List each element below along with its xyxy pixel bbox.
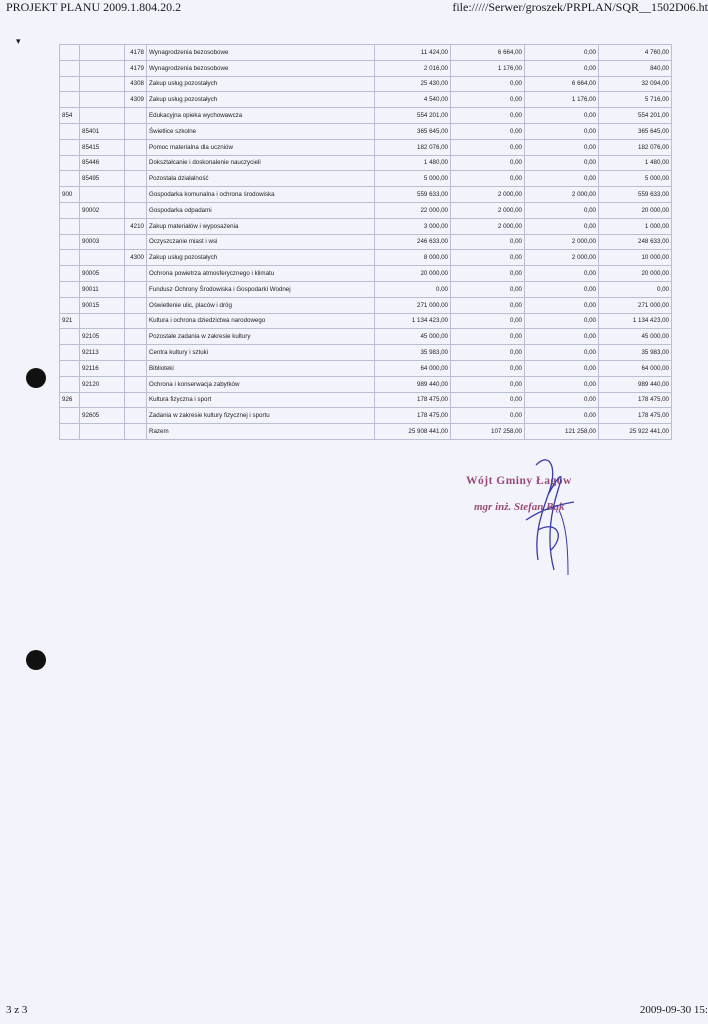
cell-zwiekszenia: 0,00 xyxy=(525,297,599,313)
cell-zwiekszenia: 0,00 xyxy=(525,392,599,408)
cell-paragraf xyxy=(125,392,147,408)
cell-paragraf xyxy=(125,234,147,250)
cell-rozdzial xyxy=(80,250,125,266)
cell-rozdzial: 90015 xyxy=(80,297,125,313)
table-row xyxy=(60,408,672,424)
cell-zmniejszenia: 0,00 xyxy=(451,360,525,376)
table-row xyxy=(60,108,672,124)
cell-rozdzial xyxy=(80,187,125,203)
cell-nazwa: Zadania w zakresie kultury fizycznej i sportu xyxy=(147,408,375,424)
cell-zwiekszenia: 0,00 xyxy=(525,123,599,139)
cell-rozdzial xyxy=(80,313,125,329)
cell-plan: 182 076,00 xyxy=(375,139,451,155)
cell-paragraf xyxy=(125,187,147,203)
cell-zwiekszenia: 0,00 xyxy=(525,408,599,424)
cell-nazwa: Dokształcanie i doskonalenie nauczycieli xyxy=(147,155,375,171)
cell-zmniejszenia: 0,00 xyxy=(451,250,525,266)
cell-nazwa: Zakup materiałów i wyposażenia xyxy=(147,218,375,234)
cell-rozdzial: 85495 xyxy=(80,171,125,187)
cell-po-zmianach: 554 201,00 xyxy=(599,108,672,124)
cell-zmniejszenia: 0,00 xyxy=(451,297,525,313)
cell-rozdzial: 85446 xyxy=(80,155,125,171)
cell-rozdzial xyxy=(80,92,125,108)
table-row xyxy=(60,218,672,234)
cell-plan: 5 000,00 xyxy=(375,171,451,187)
cell-rozdzial xyxy=(80,45,125,61)
cell-nazwa: Pozostałe zadania w zakresie kultury xyxy=(147,329,375,345)
cell-po-zmianach: 1 480,00 xyxy=(599,155,672,171)
cell-dzial xyxy=(60,155,80,171)
cell-zmniejszenia: 1 176,00 xyxy=(451,60,525,76)
cell-dzial xyxy=(60,60,80,76)
table-row xyxy=(60,376,672,392)
cell-po-zmianach: 64 000,00 xyxy=(599,360,672,376)
cell-plan: 0,00 xyxy=(375,281,451,297)
cell-paragraf xyxy=(125,360,147,376)
cell-dzial xyxy=(60,92,80,108)
scan-mark: ▾ xyxy=(16,36,21,46)
cell-zmniejszenia: 0,00 xyxy=(451,76,525,92)
cell-paragraf xyxy=(125,155,147,171)
handwritten-signature xyxy=(496,450,606,580)
footer-datetime: 2009-09-30 15: xyxy=(639,1004,708,1016)
table-row xyxy=(60,60,672,76)
cell-zmniejszenia: 0,00 xyxy=(451,155,525,171)
punch-hole xyxy=(26,650,46,670)
table-row xyxy=(60,360,672,376)
cell-zmniejszenia: 0,00 xyxy=(451,266,525,282)
cell-zwiekszenia: 0,00 xyxy=(525,281,599,297)
cell-dzial xyxy=(60,297,80,313)
cell-zwiekszenia: 0,00 xyxy=(525,376,599,392)
table-row xyxy=(60,155,672,171)
cell-plan: 1 134 423,00 xyxy=(375,313,451,329)
cell-zmniejszenia: 0,00 xyxy=(451,123,525,139)
cell-paragraf xyxy=(125,313,147,329)
stamp-office: Wójt Gminy Łagów xyxy=(466,475,572,487)
cell-po-zmianach: 20 000,00 xyxy=(599,266,672,282)
cell-nazwa: Fundusz Ochrony Środowiska i Gospodarki Wodnej xyxy=(147,281,375,297)
cell-rozdzial: 90005 xyxy=(80,266,125,282)
cell-rozdzial: 90011 xyxy=(80,281,125,297)
cell-paragraf xyxy=(125,266,147,282)
cell-zwiekszenia: 121 258,00 xyxy=(525,424,599,440)
cell-zwiekszenia: 2 000,00 xyxy=(525,234,599,250)
cell-dzial: 854 xyxy=(60,108,80,124)
cell-paragraf xyxy=(125,108,147,124)
cell-po-zmianach: 1 000,00 xyxy=(599,218,672,234)
cell-nazwa: Zakup usług pozostałych xyxy=(147,76,375,92)
cell-rozdzial: 92120 xyxy=(80,376,125,392)
cell-zwiekszenia: 1 176,00 xyxy=(525,92,599,108)
cell-po-zmianach: 178 475,00 xyxy=(599,392,672,408)
cell-po-zmianach: 271 000,00 xyxy=(599,297,672,313)
cell-nazwa: Edukacyjna opieka wychowawcza xyxy=(147,108,375,124)
cell-nazwa: Kultura fizyczna i sport xyxy=(147,392,375,408)
table-row xyxy=(60,171,672,187)
cell-paragraf: 4179 xyxy=(125,60,147,76)
table-row xyxy=(60,424,672,440)
cell-nazwa: Centra kultury i sztuki xyxy=(147,345,375,361)
cell-rozdzial xyxy=(80,392,125,408)
cell-paragraf xyxy=(125,281,147,297)
cell-po-zmianach: 4 760,00 xyxy=(599,45,672,61)
cell-zwiekszenia: 0,00 xyxy=(525,266,599,282)
cell-rozdzial: 85401 xyxy=(80,123,125,139)
cell-rozdzial xyxy=(80,218,125,234)
cell-plan: 559 633,00 xyxy=(375,187,451,203)
signature-stroke xyxy=(526,460,574,570)
cell-plan: 246 633,00 xyxy=(375,234,451,250)
table-row xyxy=(60,187,672,203)
cell-paragraf xyxy=(125,424,147,440)
cell-rozdzial: 92105 xyxy=(80,329,125,345)
cell-plan: 35 983,00 xyxy=(375,345,451,361)
signature-stroke xyxy=(559,510,568,575)
cell-dzial: 921 xyxy=(60,313,80,329)
cell-dzial xyxy=(60,360,80,376)
cell-dzial: 900 xyxy=(60,187,80,203)
cell-zmniejszenia: 0,00 xyxy=(451,171,525,187)
cell-zwiekszenia: 6 664,00 xyxy=(525,76,599,92)
cell-paragraf: 4309 xyxy=(125,92,147,108)
cell-nazwa: Oświetlenie ulic, placów i dróg xyxy=(147,297,375,313)
cell-po-zmianach: 559 633,00 xyxy=(599,187,672,203)
cell-plan: 45 000,00 xyxy=(375,329,451,345)
cell-zwiekszenia: 0,00 xyxy=(525,360,599,376)
cell-po-zmianach: 25 922 441,00 xyxy=(599,424,672,440)
cell-plan: 64 000,00 xyxy=(375,360,451,376)
cell-plan: 25 430,00 xyxy=(375,76,451,92)
cell-rozdzial xyxy=(80,424,125,440)
cell-po-zmianach: 178 475,00 xyxy=(599,408,672,424)
cell-po-zmianach: 32 094,00 xyxy=(599,76,672,92)
cell-paragraf xyxy=(125,329,147,345)
table-row xyxy=(60,392,672,408)
cell-plan: 8 000,00 xyxy=(375,250,451,266)
table-row xyxy=(60,76,672,92)
cell-dzial xyxy=(60,376,80,392)
cell-zmniejszenia: 2 000,00 xyxy=(451,187,525,203)
cell-dzial xyxy=(60,281,80,297)
cell-po-zmianach: 989 440,00 xyxy=(599,376,672,392)
table-row xyxy=(60,45,672,61)
cell-plan: 554 201,00 xyxy=(375,108,451,124)
punch-hole xyxy=(26,368,46,388)
cell-po-zmianach: 0,00 xyxy=(599,281,672,297)
cell-zwiekszenia: 0,00 xyxy=(525,202,599,218)
cell-zwiekszenia: 0,00 xyxy=(525,329,599,345)
cell-po-zmianach: 365 645,00 xyxy=(599,123,672,139)
cell-po-zmianach: 45 000,00 xyxy=(599,329,672,345)
cell-rozdzial xyxy=(80,108,125,124)
table-row xyxy=(60,297,672,313)
table-row xyxy=(60,202,672,218)
cell-zmniejszenia: 0,00 xyxy=(451,281,525,297)
cell-paragraf xyxy=(125,345,147,361)
cell-zmniejszenia: 0,00 xyxy=(451,234,525,250)
budget-table xyxy=(59,44,672,440)
cell-plan: 365 645,00 xyxy=(375,123,451,139)
cell-plan: 271 000,00 xyxy=(375,297,451,313)
cell-zmniejszenia: 0,00 xyxy=(451,329,525,345)
table-row xyxy=(60,123,672,139)
cell-po-zmianach: 5 716,00 xyxy=(599,92,672,108)
table-row xyxy=(60,345,672,361)
cell-paragraf xyxy=(125,297,147,313)
cell-dzial xyxy=(60,45,80,61)
cell-paragraf: 4300 xyxy=(125,250,147,266)
cell-plan: 2 016,00 xyxy=(375,60,451,76)
cell-plan: 11 424,00 xyxy=(375,45,451,61)
cell-plan: 178 475,00 xyxy=(375,408,451,424)
cell-plan: 22 000,00 xyxy=(375,202,451,218)
cell-plan: 989 440,00 xyxy=(375,376,451,392)
table-row xyxy=(60,281,672,297)
cell-paragraf: 4210 xyxy=(125,218,147,234)
cell-nazwa: Biblioteki xyxy=(147,360,375,376)
table-row xyxy=(60,266,672,282)
cell-po-zmianach: 182 076,00 xyxy=(599,139,672,155)
cell-rozdzial: 92113 xyxy=(80,345,125,361)
cell-zmniejszenia: 0,00 xyxy=(451,345,525,361)
cell-zwiekszenia: 0,00 xyxy=(525,171,599,187)
header-file-path: file://///Serwer/groszek/PRPLAN/SQR__1502D06.ht xyxy=(452,0,708,14)
cell-dzial xyxy=(60,345,80,361)
cell-po-zmianach: 10 000,00 xyxy=(599,250,672,266)
cell-zmniejszenia: 0,00 xyxy=(451,139,525,155)
cell-zmniejszenia: 0,00 xyxy=(451,376,525,392)
cell-paragraf xyxy=(125,408,147,424)
cell-dzial xyxy=(60,202,80,218)
cell-zmniejszenia: 2 000,00 xyxy=(451,218,525,234)
cell-nazwa: Wynagrodzenia bezosobowe xyxy=(147,60,375,76)
cell-zwiekszenia: 0,00 xyxy=(525,155,599,171)
table-row xyxy=(60,139,672,155)
cell-zmniejszenia: 107 258,00 xyxy=(451,424,525,440)
stamp-name: mgr inż. Stefan Bąk xyxy=(474,501,565,513)
cell-zwiekszenia: 0,00 xyxy=(525,60,599,76)
cell-dzial xyxy=(60,329,80,345)
cell-paragraf: 4308 xyxy=(125,76,147,92)
cell-nazwa: Zakup usług pozostałych xyxy=(147,92,375,108)
cell-paragraf xyxy=(125,171,147,187)
cell-po-zmianach: 35 983,00 xyxy=(599,345,672,361)
cell-dzial xyxy=(60,266,80,282)
cell-rozdzial: 85415 xyxy=(80,139,125,155)
cell-plan: 1 480,00 xyxy=(375,155,451,171)
cell-paragraf xyxy=(125,202,147,218)
cell-zwiekszenia: 0,00 xyxy=(525,139,599,155)
cell-plan: 25 908 441,00 xyxy=(375,424,451,440)
cell-dzial xyxy=(60,123,80,139)
cell-dzial xyxy=(60,408,80,424)
table-row xyxy=(60,250,672,266)
cell-zmniejszenia: 0,00 xyxy=(451,313,525,329)
cell-plan: 20 000,00 xyxy=(375,266,451,282)
cell-nazwa: Gospodarka odpadami xyxy=(147,202,375,218)
cell-nazwa: Razem xyxy=(147,424,375,440)
cell-po-zmianach: 1 134 423,00 xyxy=(599,313,672,329)
cell-plan: 178 475,00 xyxy=(375,392,451,408)
cell-dzial xyxy=(60,250,80,266)
table-row xyxy=(60,313,672,329)
cell-zmniejszenia: 0,00 xyxy=(451,392,525,408)
cell-po-zmianach: 248 633,00 xyxy=(599,234,672,250)
cell-nazwa: Świetlice szkolne xyxy=(147,123,375,139)
cell-paragraf xyxy=(125,139,147,155)
cell-paragraf: 4178 xyxy=(125,45,147,61)
table-row xyxy=(60,234,672,250)
cell-dzial xyxy=(60,234,80,250)
cell-nazwa: Gospodarka komunalna i ochrona środowiska xyxy=(147,187,375,203)
cell-dzial: 926 xyxy=(60,392,80,408)
cell-zmniejszenia: 0,00 xyxy=(451,92,525,108)
cell-nazwa: Pomoc materialna dla uczniów xyxy=(147,139,375,155)
cell-dzial xyxy=(60,171,80,187)
cell-plan: 3 000,00 xyxy=(375,218,451,234)
cell-zwiekszenia: 2 000,00 xyxy=(525,187,599,203)
table-row xyxy=(60,329,672,345)
cell-zmniejszenia: 2 000,00 xyxy=(451,202,525,218)
cell-nazwa: Oczyszczanie miast i wsi xyxy=(147,234,375,250)
cell-dzial xyxy=(60,424,80,440)
cell-zmniejszenia: 6 664,00 xyxy=(451,45,525,61)
cell-rozdzial: 90002 xyxy=(80,202,125,218)
cell-nazwa: Wynagrodzenia bezosobowe xyxy=(147,45,375,61)
footer-page-number: 3 z 3 xyxy=(6,1004,28,1016)
cell-zwiekszenia: 0,00 xyxy=(525,345,599,361)
cell-dzial xyxy=(60,76,80,92)
cell-paragraf xyxy=(125,123,147,139)
cell-nazwa: Kultura i ochrona dziedzictwa narodowego xyxy=(147,313,375,329)
cell-zwiekszenia: 0,00 xyxy=(525,313,599,329)
cell-nazwa: Pozostała działalność xyxy=(147,171,375,187)
cell-plan: 4 540,00 xyxy=(375,92,451,108)
cell-zwiekszenia: 0,00 xyxy=(525,108,599,124)
cell-nazwa: Ochrona powietrza atmosferycznego i klimatu xyxy=(147,266,375,282)
cell-nazwa: Zakup usług pozostałych xyxy=(147,250,375,266)
cell-po-zmianach: 20 000,00 xyxy=(599,202,672,218)
cell-rozdzial: 90003 xyxy=(80,234,125,250)
budget-table-body xyxy=(60,45,672,440)
cell-rozdzial xyxy=(80,76,125,92)
cell-rozdzial xyxy=(80,60,125,76)
cell-zmniejszenia: 0,00 xyxy=(451,408,525,424)
cell-po-zmianach: 840,00 xyxy=(599,60,672,76)
cell-po-zmianach: 5 000,00 xyxy=(599,171,672,187)
cell-rozdzial: 92605 xyxy=(80,408,125,424)
cell-rozdzial: 92116 xyxy=(80,360,125,376)
cell-dzial xyxy=(60,139,80,155)
cell-paragraf xyxy=(125,376,147,392)
cell-dzial xyxy=(60,218,80,234)
table-row xyxy=(60,92,672,108)
header-document-title: PROJEKT PLANU 2009.1.804.20.2 xyxy=(6,0,182,14)
cell-zwiekszenia: 2 000,00 xyxy=(525,250,599,266)
cell-zwiekszenia: 0,00 xyxy=(525,45,599,61)
cell-nazwa: Ochrona i konserwacja zabytków xyxy=(147,376,375,392)
cell-zmniejszenia: 0,00 xyxy=(451,108,525,124)
cell-zwiekszenia: 0,00 xyxy=(525,218,599,234)
